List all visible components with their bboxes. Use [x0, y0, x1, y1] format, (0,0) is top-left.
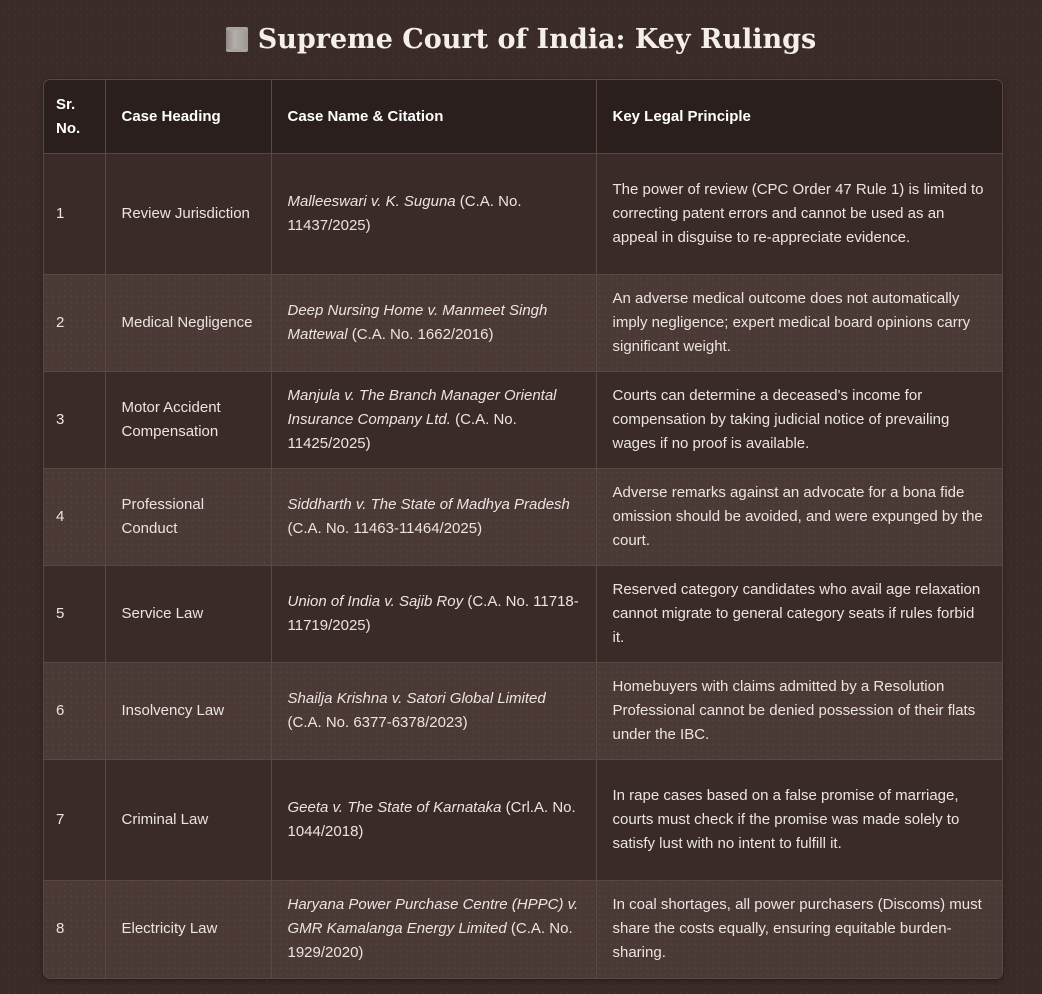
case-citation-cell [271, 469, 596, 566]
case-citation-cell [271, 881, 596, 978]
citation: (C.A. No. 11463-11464/2025) [287, 520, 483, 537]
citation: (Crl.A. No. 1044/2018) [287, 799, 576, 840]
sr-no-cell: 4 [44, 469, 105, 566]
table-header-row [44, 80, 1002, 154]
principle-cell: Courts can determine a deceased's income for compensation by taking judicial notice of prevailing wages if no proof is available. [596, 372, 1002, 469]
case-heading-cell: Electricity Law [105, 881, 271, 978]
case-name: Geeta v. The State of Karnataka [287, 799, 502, 816]
citation: (C.A. No. 1929/2020) [287, 920, 573, 962]
table-row [44, 760, 1002, 881]
table-row [44, 663, 1002, 760]
rulings-table [44, 80, 1002, 978]
case-heading-cell: Professional Conduct [105, 469, 271, 566]
case-citation-cell [271, 663, 596, 760]
case-citation-cell [271, 566, 596, 663]
citation: (C.A. No. 11425/2025) [287, 411, 517, 452]
case-citation-cell [271, 760, 596, 881]
sr-no-cell: 5 [44, 566, 105, 663]
principle-cell: In rape cases based on a false promise of marriage, courts must check if the promise was made solely to satisfy lust with no intent to fulfill it. [596, 760, 1002, 881]
case-heading-cell: Medical Negligence [105, 275, 271, 372]
principle-cell: Reserved category candidates who avail age relaxation cannot migrate to general category seats if rules forbid it. [596, 566, 1002, 663]
sr-no-cell: 8 [44, 881, 105, 978]
sr-no-cell: 6 [44, 663, 105, 760]
case-name: Deep Nursing Home v. Manmeet Singh Mattewal [287, 302, 548, 343]
table-row [44, 469, 1002, 566]
case-name: Haryana Power Purchase Centre (HPPC) v. GMR Kamalanga Energy Limited [287, 896, 579, 938]
principle-cell: Homebuyers with claims admitted by a Resolution Professional cannot be denied possession of their flats under the IBC. [596, 663, 1002, 760]
principle-cell: The power of review (CPC Order 47 Rule 1) is limited to correcting patent errors and cannot be used as an appeal in disguise to re-appreciate evidence. [596, 154, 1002, 275]
case-name: Shailja Krishna v. Satori Global Limited [287, 690, 546, 707]
case-heading-cell: Insolvency Law [105, 663, 271, 760]
header-case-heading: Case Heading [105, 80, 271, 154]
sr-no-cell: 7 [44, 760, 105, 881]
table-row [44, 372, 1002, 469]
case-heading-cell: Criminal Law [105, 760, 271, 881]
table-row [44, 154, 1002, 275]
case-citation-cell [271, 154, 596, 275]
citation: (C.A. No. 11718-11719/2025) [287, 593, 579, 634]
sr-no-cell: 3 [44, 372, 105, 469]
case-heading-cell: Motor Accident Compensation [105, 372, 271, 469]
rulings-table-container [43, 79, 1003, 979]
sr-no-cell: 2 [44, 275, 105, 372]
case-heading-cell: Review Jurisdiction [105, 154, 271, 275]
citation: (C.A. No. 11437/2025) [287, 193, 522, 234]
citation: (C.A. No. 6377-6378/2023) [287, 714, 468, 731]
page-title [0, 0, 1042, 61]
sr-no-cell: 1 [44, 154, 105, 275]
header-sr-no: Sr. No. [44, 80, 105, 154]
case-name: Manjula v. The Branch Manager Oriental Insurance Company Ltd. [287, 387, 557, 428]
case-name: Union of India v. Sajib Roy [287, 593, 464, 610]
header-case-name-citation: Case Name & Citation [271, 80, 596, 154]
case-citation-cell [271, 275, 596, 372]
citation: (C.A. No. 1662/2016) [347, 326, 494, 343]
page-title-text: Supreme Court of India: Key Rulings [257, 23, 817, 55]
case-citation-cell [271, 372, 596, 469]
header-key-legal-principle: Key Legal Principle [596, 80, 1002, 154]
table-row [44, 881, 1002, 978]
scroll-icon [226, 27, 248, 52]
case-heading-cell: Service Law [105, 566, 271, 663]
table-row [44, 275, 1002, 372]
principle-cell: In coal shortages, all power purchasers (Discoms) must share the costs equally, ensuring equitable burden-sharing. [596, 881, 1002, 978]
table-row [44, 566, 1002, 663]
case-name: Malleeswari v. K. Suguna [287, 193, 456, 210]
principle-cell: An adverse medical outcome does not automatically imply negligence; expert medical board opinions carry significant weight. [596, 275, 1002, 372]
principle-cell: Adverse remarks against an advocate for a bona fide omission should be avoided, and were expunged by the court. [596, 469, 1002, 566]
case-name: Siddharth v. The State of Madhya Pradesh [287, 496, 570, 513]
